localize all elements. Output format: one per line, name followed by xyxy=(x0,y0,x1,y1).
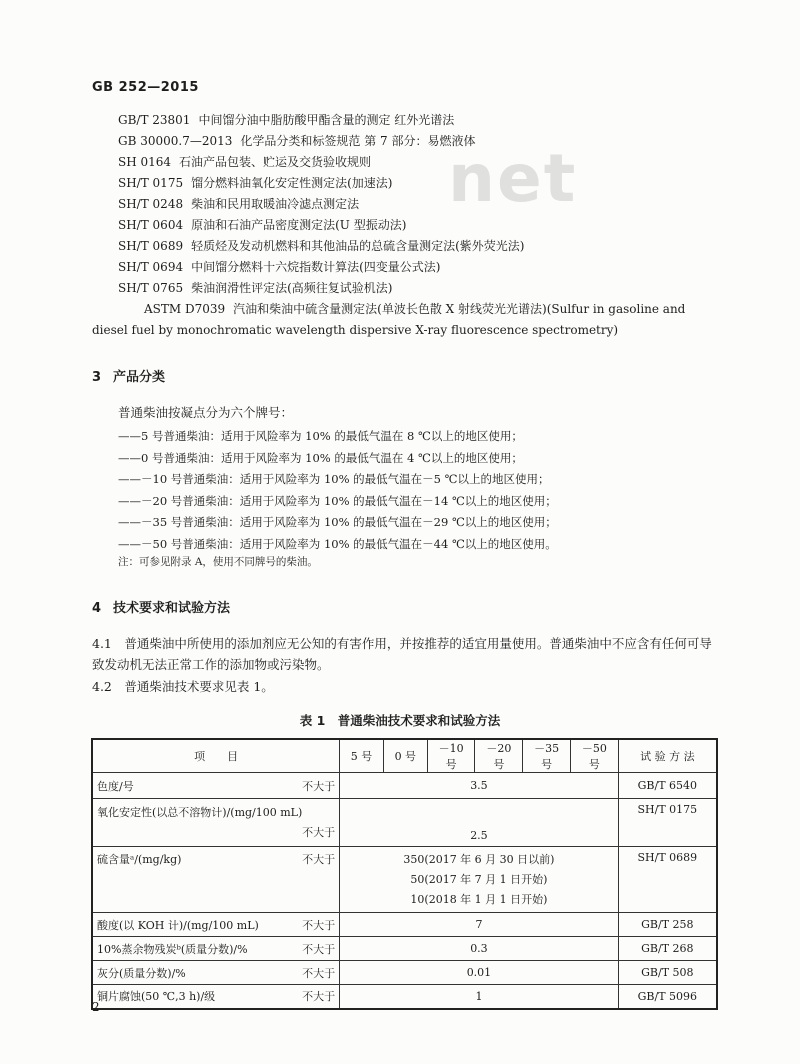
reference-title: 柴油和民用取暖油冷滤点测定法 xyxy=(191,197,360,211)
method-cell: GB/T 258 xyxy=(618,913,717,937)
table-row xyxy=(92,773,717,799)
header-grade: 5 号 xyxy=(340,739,384,773)
value-cell: 7 xyxy=(340,913,619,937)
reference-code: SH/T 0765 xyxy=(118,281,184,295)
clause-4-2: 4.2 普通柴油技术要求见表 1。 xyxy=(92,679,274,694)
section-number: 4 xyxy=(92,601,102,616)
method-cell: GB/T 508 xyxy=(618,961,717,985)
limit-label: 不大于 xyxy=(302,918,336,932)
section-4-heading xyxy=(92,597,230,616)
section-3-intro: 普通柴油按凝点分为六个牌号： xyxy=(118,405,294,420)
reference-code: GB/T 23801 xyxy=(118,113,191,127)
grade-item: ——－10 号普通柴油：适用于风险率为 10% 的最低气温在－5 ℃以上的地区使用； xyxy=(118,472,550,486)
table-row xyxy=(92,847,717,913)
sulfur-limit-value: 10(2018 年 1 月 1 日开始) xyxy=(410,892,548,906)
table-row xyxy=(92,937,717,961)
grade-item: ——5 号普通柴油：适用于风险率为 10% 的最低气温在 8 ℃以上的地区使用； xyxy=(118,429,523,443)
method-cell: SH/T 0689 xyxy=(618,847,717,913)
clause-4-1: 4.1 普通柴油中所使用的添加剂应无公知的有害作用，并按推荐的适宜用量使用。普通柴油中不应含有任何可导致发动机无法正常工作的添加物或污染物。 xyxy=(92,636,712,672)
item-name: 酸度(以 KOH 计)/(mg/100 mL) xyxy=(97,918,259,932)
method-cell: GB/T 268 xyxy=(618,937,717,961)
reference-title: 轻质烃及发动机燃料和其他油品的总硫含量测定法(紫外荧光法) xyxy=(191,239,525,253)
reference-item xyxy=(92,173,722,194)
header-grade: －50 号 xyxy=(570,739,618,773)
item-cell xyxy=(92,961,340,985)
item-cell xyxy=(92,913,340,937)
grade-list xyxy=(118,426,557,555)
grade-note: 注：可参见附录 A，使用不同牌号的柴油。 xyxy=(118,556,318,568)
grade-item: ——－20 号普通柴油：适用于风险率为 10% 的最低气温在－14 ℃以上的地区使用； xyxy=(118,493,557,508)
reference-item xyxy=(92,131,722,152)
reference-code: SH/T 0689 xyxy=(118,239,184,253)
section-3-heading xyxy=(92,366,165,385)
table-row xyxy=(92,985,717,1009)
value-cell: 1 xyxy=(340,985,619,1009)
item-cell xyxy=(92,847,340,913)
table-header-row xyxy=(92,739,717,773)
reference-title: 原油和石油产品密度测定法(U 型振动法) xyxy=(191,218,407,232)
table-row xyxy=(92,913,717,937)
header-grade: 0 号 xyxy=(383,739,427,773)
table-row xyxy=(92,961,717,985)
sulfur-limit-value: 350(2017 年 6 月 30 日以前) xyxy=(403,852,555,866)
value-cell: 0.3 xyxy=(340,937,619,961)
limit-label: 不大于 xyxy=(302,853,336,866)
reference-title: 中间馏分油中脂肪酸甲酯含量的测定 红外光谱法 xyxy=(198,113,455,127)
item-name: 铜片腐蚀(50 ℃,3 h)/级 xyxy=(97,990,216,1004)
page-number: 2 xyxy=(92,1000,100,1014)
item-name: 灰分(质量分数)/% xyxy=(97,966,186,980)
reference-code: GB 30000.7—2013 xyxy=(118,134,233,148)
section-title: 产品分类 xyxy=(113,370,166,385)
grade-item: ——0 号普通柴油：适用于风险率为 10% 的最低气温在 4 ℃以上的地区使用； xyxy=(118,450,523,465)
method-cell: SH/T 0175 xyxy=(618,799,717,847)
reference-item xyxy=(92,110,722,131)
reference-title: 石油产品包装、贮运及交货验收规则 xyxy=(179,155,372,169)
reference-item xyxy=(92,257,722,278)
header-grade: －10 号 xyxy=(427,739,475,773)
reference-item xyxy=(92,236,722,257)
reference-code: SH 0164 xyxy=(118,155,172,169)
reference-item xyxy=(92,299,722,341)
item-cell xyxy=(92,985,340,1009)
table-row xyxy=(92,799,717,847)
item-name: 氧化安定性(以总不溶物计)/(mg/100 mL) xyxy=(97,805,303,819)
header-item: 项 目 xyxy=(92,739,340,773)
reference-item xyxy=(92,194,722,215)
reference-title: 柴油润滑性评定法(高频往复试验机法) xyxy=(191,281,393,295)
reference-code: SH/T 0694 xyxy=(118,260,184,274)
value-cell: 3.5 xyxy=(340,773,619,799)
header-grade: －20 号 xyxy=(475,739,523,773)
item-cell xyxy=(92,773,340,799)
reference-code: SH/T 0175 xyxy=(118,176,184,190)
reference-code: SH/T 0604 xyxy=(118,218,184,232)
table-caption: 表 1 普通柴油技术要求和试验方法 xyxy=(299,713,501,728)
reference-title: 化学品分类和标签规范 第 7 部分：易燃液体 xyxy=(240,134,476,148)
limit-label: 不大于 xyxy=(302,966,336,980)
limit-label: 不大于 xyxy=(302,942,336,956)
value-cell: 2.5 xyxy=(340,799,619,847)
watermark: net xyxy=(448,140,578,217)
standard-header: GB 252—2015 xyxy=(92,80,199,95)
value-cell: 0.01 xyxy=(340,961,619,985)
item-name: 硫含量ᵃ/(mg/kg) xyxy=(97,853,182,866)
limit-label: 不大于 xyxy=(302,825,336,839)
limit-label: 不大于 xyxy=(302,779,336,793)
grade-item: ——－50 号普通柴油：适用于风险率为 10% 的最低气温在－44 ℃以上的地区使用。 xyxy=(118,536,557,551)
method-cell: GB/T 6540 xyxy=(618,773,717,799)
reference-item xyxy=(92,215,722,236)
item-cell xyxy=(92,937,340,961)
reference-item xyxy=(92,278,722,299)
reference-item xyxy=(92,152,722,173)
grade-item: ——－35 号普通柴油：适用于风险率为 10% 的最低气温在－29 ℃以上的地区使用； xyxy=(118,515,557,529)
reference-title: 馏分燃料油氧化安定性测定法(加速法) xyxy=(191,176,393,190)
item-name: 色度/号 xyxy=(97,779,134,793)
value-cell xyxy=(340,847,619,913)
limit-label: 不大于 xyxy=(302,990,336,1004)
item-name: 10%蒸余物残炭ᵇ(质量分数)/% xyxy=(97,942,248,956)
spec-table xyxy=(91,738,718,1010)
reference-title: 汽油和柴油中硫含量测定法(单波长色散 X 射线荧光光谱法)(Sulfur in gasoline and diesel fuel by monochromatic wavelength dispersive X-ray fluorescence spectrometry) xyxy=(92,302,686,337)
section-number: 3 xyxy=(92,370,102,385)
normative-references xyxy=(92,110,722,341)
item-cell xyxy=(92,799,340,847)
header-grade: －35 号 xyxy=(523,739,571,773)
method-cell: GB/T 5096 xyxy=(618,985,717,1009)
reference-code: SH/T 0248 xyxy=(118,197,184,211)
sulfur-limit-value: 50(2017 年 7 月 1 日开始) xyxy=(410,872,548,886)
reference-title: 中间馏分燃料十六烷指数计算法(四变量公式法) xyxy=(191,260,441,274)
reference-code: ASTM D7039 xyxy=(144,302,226,316)
section-title: 技术要求和试验方法 xyxy=(113,601,231,616)
header-method: 试 验 方 法 xyxy=(618,739,717,773)
